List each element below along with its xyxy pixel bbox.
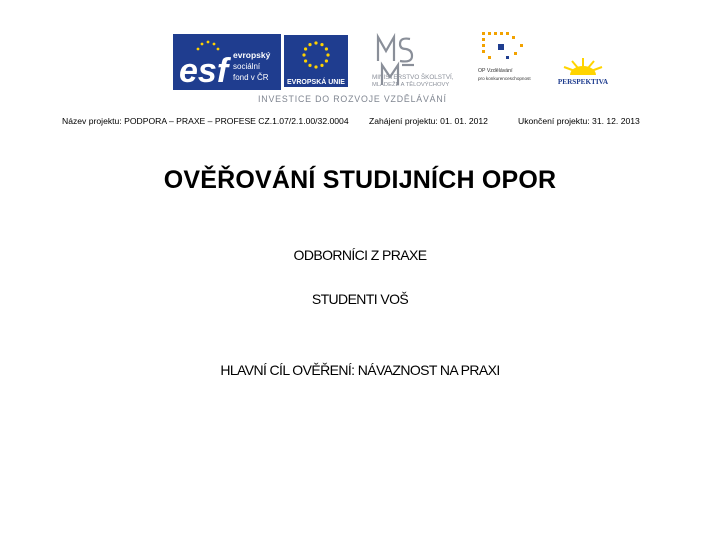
esf-word1: evropský <box>233 50 271 60</box>
investice-banner <box>258 92 448 106</box>
banner-text: INVESTICE DO ROZVOJE VZDĚLÁVÁNÍ <box>258 94 446 104</box>
msmt-logo <box>372 33 460 91</box>
svg-text:esf: esf <box>179 52 229 90</box>
project-name: Název projektu: PODPORA – PRAXE – PROFESE CZ.1.07/2.1.00/32.0004 <box>62 116 349 126</box>
project-meta-row <box>0 116 720 128</box>
project-end: Ukončení projektu: 31. 12. 2013 <box>518 116 640 126</box>
op-dots-icon <box>482 32 523 59</box>
bullet-line-students: STUDENTI VOŠ <box>311 291 409 307</box>
perspektiva-label: PERSPEKTIVA <box>557 78 609 86</box>
bullet-line-experts: ODBORNÍCI Z PRAXE <box>293 247 427 263</box>
msmt-line1: MINISTERSTVO ŠKOLSTVÍ, <box>372 74 454 81</box>
esf-word2: sociální <box>233 62 261 71</box>
slide-title: OVĚŘOVÁNÍ STUDIJNÍCH OPOR <box>163 166 557 194</box>
logo-strip <box>0 0 720 112</box>
msmt-line2: MLÁDEŽE A TĚLOVÝCHOVY <box>372 82 450 88</box>
esf-logo <box>173 34 281 90</box>
eu-flag-logo <box>284 35 348 87</box>
esf-word3: fond v ČR <box>233 73 269 82</box>
project-start: Zahájení projektu: 01. 01. 2012 <box>369 116 488 126</box>
eu-label: EVROPSKÁ UNIE <box>287 79 345 86</box>
op-line1: OP Vzdělávání <box>478 68 513 74</box>
perspektiva-logo <box>548 56 618 90</box>
bullet-line-goal: HLAVNÍ CÍL OVĚŘENÍ: NÁVAZNOST NA PRAXI <box>220 362 500 378</box>
op-vk-logo <box>476 30 540 88</box>
op-line2: pro konkurenceschopnost <box>478 76 531 81</box>
